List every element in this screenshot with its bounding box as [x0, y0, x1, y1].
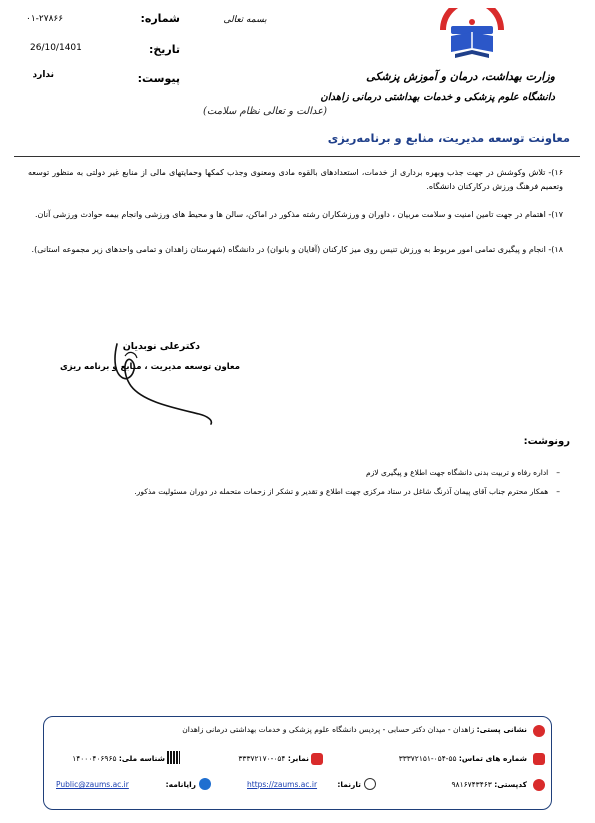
cc-item-2	[30, 479, 560, 498]
invocation-text: بسمه تعالی	[223, 15, 267, 25]
number-label: شماره:	[140, 12, 180, 25]
email-link[interactable]: Public@zaums.ac.ir	[56, 780, 129, 789]
cc-item-text: اداره رفاه و تربیت بدنی دانشگاه جهت اطلاع و پیگیری لازم	[366, 468, 549, 477]
fax-label: نمابر:	[287, 754, 309, 763]
header-divider	[14, 156, 580, 157]
office-title: معاونت توسعه مدیریت، منابع و برنامه‌ریزی	[327, 131, 570, 145]
fax-icon	[311, 753, 323, 765]
cc-bullet: –	[556, 468, 560, 477]
cc-bullet: –	[556, 487, 560, 496]
globe-icon	[364, 778, 376, 790]
website-label: تارنما:	[337, 780, 361, 789]
footer-contact-box	[43, 716, 552, 810]
signatory-name: دکترعلی نوبدیان	[122, 341, 200, 352]
footer-national-id	[50, 754, 165, 763]
address-line1: زاهدان - میدان دکتر حسابی - پردیس دانشگاه علوم پزشکی و خدمات بهداشتی درمانی زاهدان	[182, 725, 475, 734]
university-logo	[437, 8, 507, 66]
signatory-title: معاون توسعه مدیریت ، منابع و برنامه ریزی	[59, 362, 240, 372]
fax-value: ۰۵۴-۳۳۳۷۲۱۷۰	[238, 754, 286, 763]
national-id-value: ۱۴۰۰۰۴۰۶۹۶۵	[72, 754, 117, 763]
attachment-value: ندارد	[32, 70, 54, 80]
postal-label: کدپستی:	[494, 780, 527, 789]
postal-value: ۹۸۱۶۷۴۳۴۶۳	[451, 780, 492, 789]
footer-postal	[452, 780, 527, 789]
cc-item-1	[200, 460, 560, 479]
email-icon	[199, 778, 211, 790]
motto-text: (عدالت و تعالی نظام سلامت)	[203, 106, 327, 117]
ministry-title: وزارت بهداشت، درمان و آموزش پزشکی	[366, 70, 555, 83]
qr-code-icon	[167, 751, 180, 764]
website-link[interactable]: https://zaums.ac.ir	[247, 780, 318, 789]
number-value: ۰۱-۲۷۸۶۶	[26, 14, 64, 24]
footer-phone	[399, 754, 527, 763]
location-icon	[533, 725, 545, 737]
attachment-label: پیوست:	[137, 72, 180, 85]
cc-item-text: همکار محترم جناب آقای پیمان آذرنگ شاغل در ستاد مرکزی جهت اطلاع و تقدیر و تشکر از زحمات متحمله در دوران مسئولیت مذکور.	[134, 487, 549, 496]
footer-address	[182, 725, 527, 734]
address-label: نشانی پستی:	[476, 725, 527, 734]
body-item-16: ۱۶)- تلاش وکوشش در جهت جذب وبهره برداری از خدمات، استعدادهای بالقوه مادی ومعنوی وجذب کمکها وحمایتهای مالی از منابع غیر دولتی به منظور توسعه وتعمیم فرهنگ ورزش درکارکنان دانشگاه.	[28, 168, 563, 191]
footer-fax	[214, 754, 309, 763]
phone-label: شماره های تماس:	[458, 754, 527, 763]
date-label: تاریخ:	[148, 43, 180, 56]
university-title: دانشگاه علوم پزشکی و خدمات بهداشتی درمانی زاهدان	[320, 92, 555, 103]
date-value: 26/10/1401	[30, 43, 82, 53]
national-id-label: شناسه ملی:	[118, 754, 165, 763]
body-item-18: ۱۸)- انجام و پیگیری تمامی امور مربوط به ورزش تنیس روی میز کارکنان (آقایان و بانوان) در دانشگاه (شهرستان زاهدان و تمامی واحدهای زیر مجموعه استانی).	[31, 245, 563, 254]
phone-icon	[533, 753, 545, 765]
body-item-17: ۱۷)- اهتمام در جهت تامین امنیت و سلامت مربیان ، داوران و ورزشکاران رشته مذکور در اماکن، سالن ها و محیط های ورزشی وانجام بیمه حوادث ورزشی آنان.	[34, 210, 563, 219]
email-label: رایانامه:	[165, 780, 196, 789]
cc-heading: رونوشت:	[523, 436, 570, 447]
mail-icon	[533, 779, 545, 791]
phone-value: ۵۵-۰۵۴-۳۳۳۷۲۱۵۱	[398, 754, 457, 763]
